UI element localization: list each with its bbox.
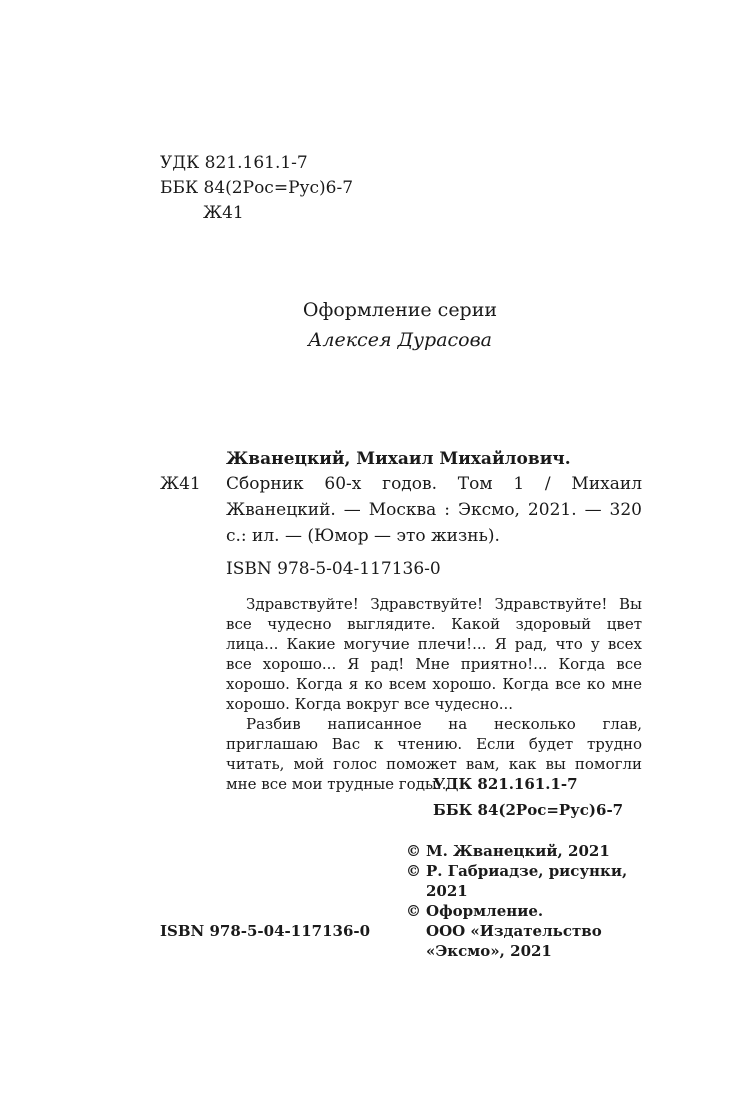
author-mark: Ж41	[203, 203, 244, 223]
copyright-illustrator-year	[406, 881, 627, 901]
catalog-entry-description: Сборник 60-х годов. Том 1 / Михаил Жванецкий. — Москва : Эксмо, 2021. — 320 с.: ил. — (Юмор — это жизнь).	[226, 474, 642, 546]
copyright-illustrator-text: Р. Габриадзе, рисунки,	[426, 862, 628, 880]
copyright-illustrator-year-text: 2021	[426, 882, 468, 900]
bbk-code: ББК 84(2Рос=Рус)6-7	[160, 178, 354, 198]
copyright-publisher-year-text: «Эксмо», 2021	[426, 942, 552, 960]
copyright-design-text: Оформление.	[426, 902, 544, 920]
catalog-entry-isbn: ISBN 978-5-04-117136-0	[226, 559, 441, 579]
bottom-udk-code: УДК 821.161.1-7	[433, 775, 578, 793]
series-label: Оформление серии	[302, 299, 498, 321]
copyright-symbol: ©	[406, 902, 421, 920]
series-design-credit	[160, 295, 640, 355]
series-designer: Алексея Дурасова	[307, 329, 492, 351]
copyright-illustrator	[406, 861, 627, 881]
copyright-author	[406, 841, 627, 861]
copyright-publisher	[406, 921, 627, 941]
classification-codes	[160, 151, 353, 226]
bottom-bbk-code: ББК 84(2Рос=Рус)6-7	[433, 801, 624, 819]
catalog-entry-heading: Жванецкий, Михаил Михайлович.	[226, 449, 571, 469]
annotation-paragraph: Здравствуйте! Здравствуйте! Здравствуйте! Вы все чудесно выглядите. Какой здоровый цвет лица... Какие могучие плечи!... Я рад, что у всех все хорошо... Я рад! Мне приятно!... Когда все хорошо. Когда я ко всем хорошо. Когда все ко мне хорошо. Когда вокруг все чудесно...	[226, 595, 642, 713]
annotation	[226, 594, 642, 794]
copyright-publisher-text: ООО «Издательство	[426, 922, 602, 940]
copyright-design	[406, 901, 627, 921]
bottom-classification-codes	[433, 771, 623, 823]
copyright-symbol: ©	[406, 862, 421, 880]
copyright-publisher-year	[406, 941, 627, 961]
annotation-paragraph: Разбив написанное на несколько глав, приглашаю Вас к чтению. Если будет трудно читать, мой голос поможет вам, как вы помогли мне все мои трудные годы...	[226, 715, 642, 793]
copyright-author-text: М. Жванецкий, 2021	[426, 842, 610, 860]
isbn-bottom: ISBN 978-5-04-117136-0	[160, 922, 371, 940]
copyright-symbol: ©	[406, 842, 421, 860]
copyright-block	[406, 841, 627, 961]
udk-code: УДК 821.161.1-7	[160, 153, 308, 173]
catalog-entry-code: Ж41	[160, 474, 201, 494]
